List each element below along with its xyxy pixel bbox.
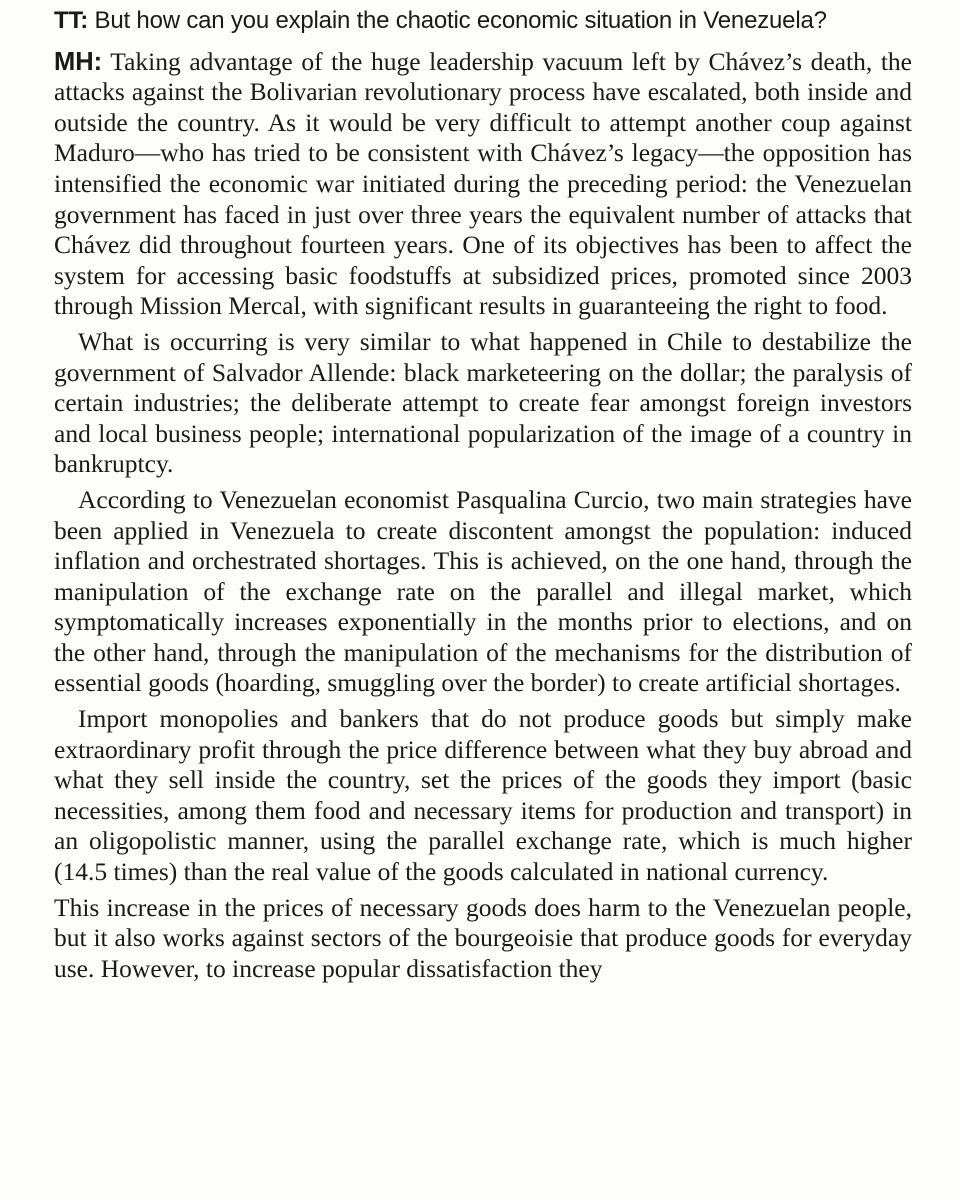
question-text: But how can you explain the chaotic economic situation in Venezuela?: [88, 7, 827, 34]
interviewer-question: [54, 6, 912, 37]
answer-paragraph-1: [54, 47, 912, 322]
answer-paragraph-3: According to Venezuelan economist Pasqualina Curcio, two main strategies have been applied in Venezuela to create discontent amongst the population: induced inflation and orchestrated shortages. This is achieved, on the one hand, through the manipulation of the exchange rate on the parallel and illegal market, which symptomatically increases exponentially in the months prior to elections, and on the other hand, through the manipulation of the mechanisms for the distribution of essential goods (hoarding, smuggling over the border) to create artificial shortages.: [54, 484, 912, 698]
answer-paragraph-1-text: Taking advantage of the huge leadership vacuum left by Chávez’s death, the attacks against the Bolivarian revolutionary process have escalated, both inside and outside the country. As it would be very difficult to attempt another coup against Maduro—who has tried to be consistent with Chávez’s legacy—the opposition has intensified the economic war initiated during the preceding period: the Venezuelan government has faced in just over three years the equivalent number of attacks that Chávez did throughout fourteen years. One of its objectives has been to affect the system for accessing basic foodstuffs at subsidized prices, promoted since 2003 through Mission Mercal, with significant results in guaranteeing the right to food.: [54, 46, 912, 321]
answer-paragraph-4: Import monopolies and bankers that do not produce goods but simply make extraordinary profit through the price difference between what they buy abroad and what they sell inside the country, set the prices of the goods they import (basic necessities, among them food and necessary items for production and transport) in an oligopolistic manner, using the parallel exchange rate, which is much higher (14.5 times) than the real value of the goods calculated in national currency.: [54, 704, 912, 887]
answer-paragraph-2: What is occurring is very similar to what happened in Chile to destabilize the government of Salvador Allende: black marketeering on the dollar; the paralysis of certain industries; the deliberate attempt to create fear amongst foreign investors and local business people; international popularization of the image of a country in bankruptcy.: [54, 326, 912, 479]
answer-paragraph-5: This increase in the prices of necessary goods does harm to the Venezuelan people, but it also works against sectors of the bourgeoisie that produce goods for everyday use. However, to increase popular dissatisfaction they: [54, 892, 912, 983]
answer-speaker: MH:: [54, 47, 103, 76]
page-text: [54, 6, 912, 989]
question-speaker: TT:: [54, 7, 89, 34]
